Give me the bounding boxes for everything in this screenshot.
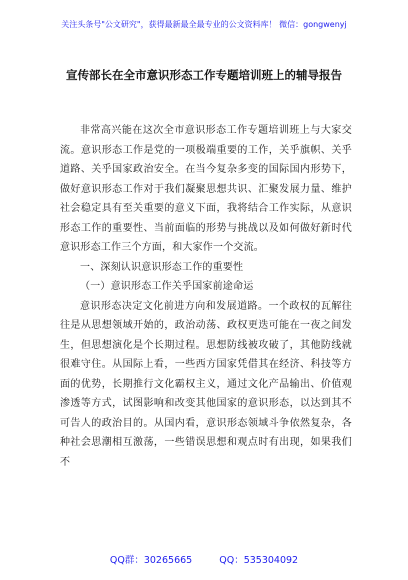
- section-heading: 一、深刻认识意识形态工作的重要性: [80, 261, 244, 273]
- body-paragraph: 意识形态决定文化前进方向和发展道路。一个政权的瓦解往往是从思想领域开始的，政治动荡、政权更迭可能在一夜之间发生，但思想演化是个长期过程。思想防线被攻破了，其他防线就很难守住。从国际上看，一些西方国家凭借其在经济、科技等方面的优势，长期推行文化霸权主义，通过文化产品输出、价值观渗透等方式，试图影响和改变其他国家的意识形态，以达到其不可告人的政治目的。从国内看，意识形态领域斗争依然复杂，各种社会思潮相互激荡，一些错误思想和观点时有出现，如果我们不: [60, 300, 352, 468]
- document-body: [60, 121, 352, 472]
- header-banner: 关注头条号"公文研究"，获得最新最全最专业的公文资料库！ 微信：gongwenyj: [61, 20, 347, 29]
- footer-qq: QQ：535304092: [219, 555, 299, 566]
- subsection-heading: （一）意识形态工作关乎国家前途命运: [80, 281, 254, 292]
- intro-paragraph: 非常高兴能在这次全市意识形态工作专题培训班上与大家交流。意识形态工作是党的一项极端重要的工作，关乎旗帜、关乎道路、关乎国家政治安全。在当今复杂多变的国际国内形势下，做好意识形态工作对于我们凝聚思想共识、汇聚发展力量、维护社会稳定具有至关重要的意义下面，我将结合工作实际，从意识形态工作的重要性、当前面临的形势与挑战以及如何做好新时代意识形态工作三个方面，和大家作一个交流。: [60, 125, 352, 253]
- document-title: 宣传部长在全市意识形态工作专题培训班上的辅导报告: [66, 68, 342, 82]
- footer-contact: [0, 552, 408, 566]
- footer-qq-group: QQ群：30265665: [109, 555, 193, 566]
